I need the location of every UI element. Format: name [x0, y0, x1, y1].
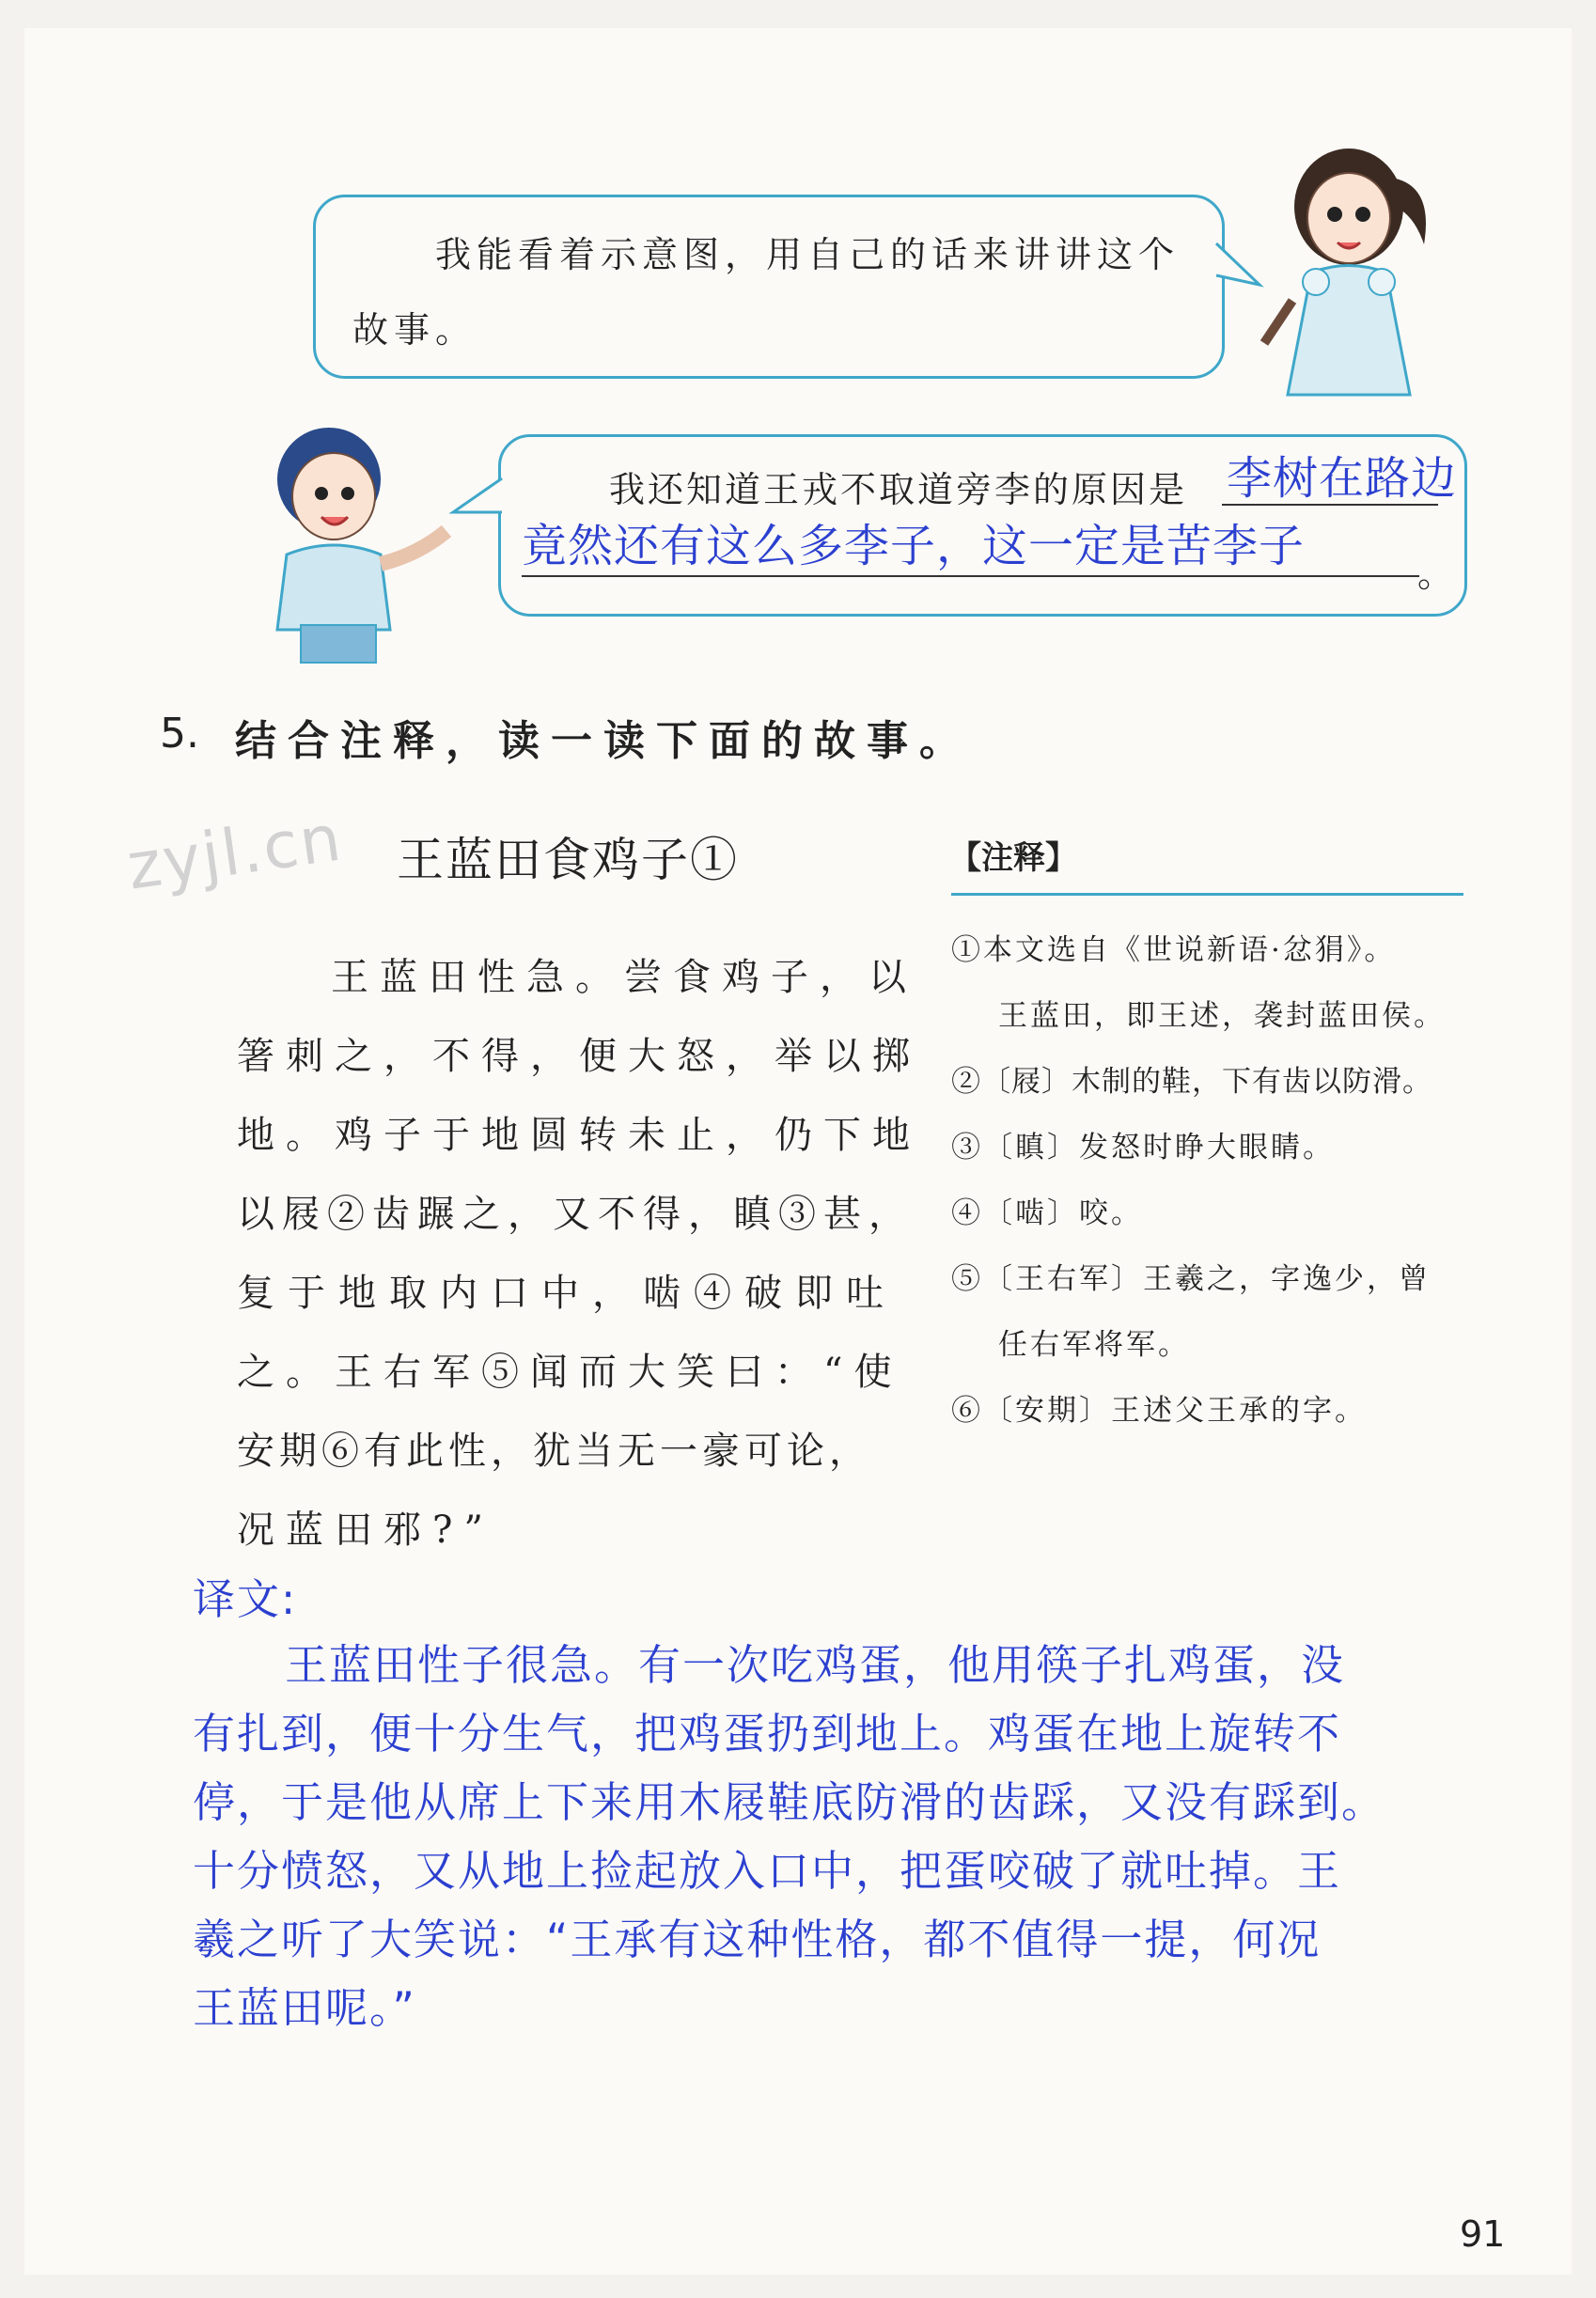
note-line: ④〔啮〕咬。: [951, 1196, 1143, 1230]
notes-title: 【注释】: [949, 839, 1077, 877]
boy-illustration: [235, 423, 461, 667]
translation-line: 十分愤怒，又从地上捡起放入口中，把蛋咬破了就吐掉。王: [193, 1846, 1342, 1896]
note-line: ①本文选自《世说新语·忿狷》。: [951, 933, 1397, 967]
story-line: 箸刺之，不得，便大怒，举以掷: [237, 1035, 921, 1078]
answer-blank-2: [522, 575, 1419, 577]
story-line: 以屐②齿蹍之，又不得，瞋③甚，: [237, 1193, 914, 1236]
story-title: 王蓝田食鸡子①: [397, 833, 739, 887]
translation-line: 羲之听了大笑说：“王承有这种性格，都不值得一提，何况: [193, 1915, 1322, 1964]
translation-line: 王蓝田呢。”: [193, 1983, 416, 2033]
note-line: 任右军将军。: [998, 1328, 1190, 1362]
translation-line: 有扎到，便十分生气，把鸡蛋扔到地上。鸡蛋在地上旋转不: [193, 1709, 1342, 1759]
girl-illustration: [1255, 141, 1443, 414]
question-number: 5.: [160, 710, 199, 758]
page-number: 91: [1460, 2213, 1506, 2255]
boy-bubble-end: 。: [1417, 554, 1460, 595]
story-line: 王蓝田性急。尝食鸡子，以: [331, 956, 917, 999]
story-line: 安期⑥有此性，犹当无一豪可论，: [237, 1430, 871, 1473]
story-line: 况蓝田邪?”: [237, 1509, 494, 1552]
boy-bubble-answer1: 李树在路边: [1227, 452, 1458, 505]
answer-blank-1: [1222, 504, 1438, 506]
translation-line: 停，于是他从席上下来用木屐鞋底防滑的齿踩，又没有踩到。: [193, 1777, 1386, 1827]
translation-line: 王蓝田性子很急。有一次吃鸡蛋，他用筷子扎鸡蛋，没: [285, 1640, 1346, 1690]
story-line: 复于地取内口中，啮④破即吐: [237, 1272, 897, 1315]
note-line: 王蓝田，即王述，袭封蓝田侯。: [998, 999, 1446, 1033]
watermark: zyjl.cn: [122, 801, 348, 905]
note-line: ⑤〔王右军〕王羲之，字逸少，曾: [951, 1262, 1431, 1296]
story-line: 地。鸡子于地圆转未止，仍下地: [237, 1114, 921, 1157]
translation-label: 译文:: [193, 1574, 298, 1624]
question-text: 结合注释，读一读下面的故事。: [235, 717, 972, 765]
boy-bubble-tail: [449, 475, 504, 531]
note-line: ③〔瞋〕发怒时睁大眼睛。: [951, 1131, 1335, 1165]
girl-bubble-line1: 我能看着示意图，用自己的话来讲讲这个: [435, 234, 1181, 275]
notes-divider: [951, 893, 1463, 896]
note-line: ⑥〔安期〕王述父王承的字。: [951, 1394, 1367, 1428]
boy-bubble-prompt: 我还知道王戎不取道旁李的原因是: [609, 469, 1188, 510]
note-line: ②〔屐〕木制的鞋，下有齿以防滑。: [951, 1065, 1432, 1099]
story-line: 之。王右军⑤闻而大笑曰：“使: [237, 1351, 903, 1394]
girl-bubble-line2: 故事。: [352, 309, 477, 351]
boy-bubble-answer2: 竟然还有这么多李子，这一定是苦李子: [522, 520, 1306, 572]
